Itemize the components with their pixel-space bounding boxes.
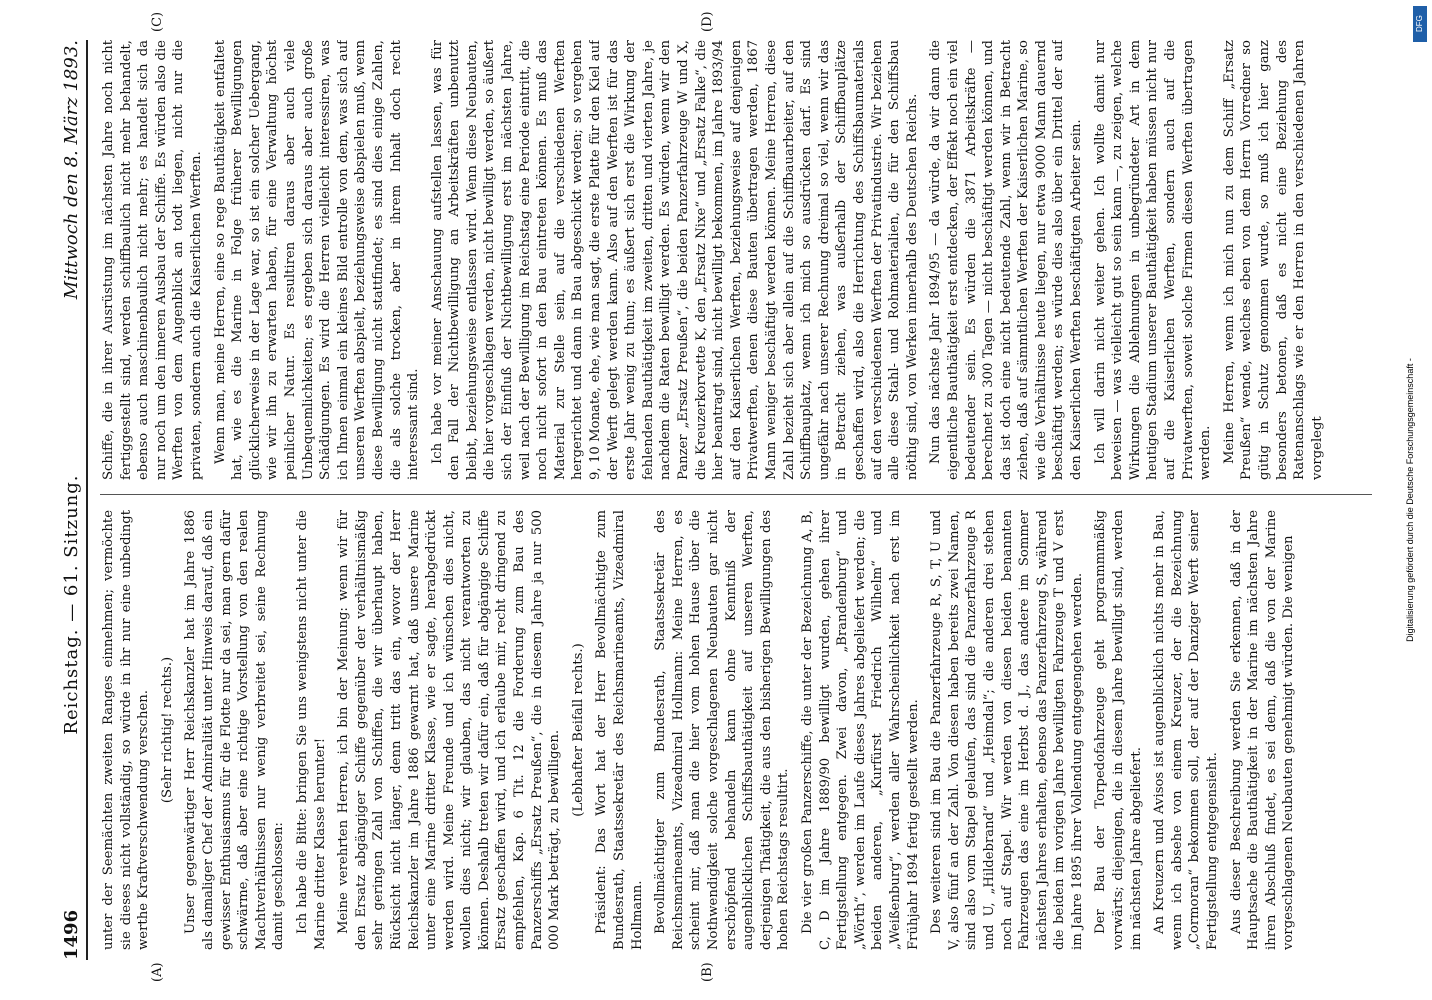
margin-marker-d: (D) <box>700 11 715 32</box>
paragraph: Aus dieser Beschreibung werden Sie erkennen, daß in der Hauptsache die Bauthätigkeit in der Marine im nächsten Jahre ihren Abschluß findet, es sei denn, daß die von der Marine vorgeschlagenen Neubauten genehmigt würden. Die wenigen <box>1228 510 1297 950</box>
paragraph: Die vier großen Panzerschiffe, die unter der Bezeichnung A, B, C, D im Jahre 1889/90 bewilligt wurden, gehen ihrer Fertigstellung entgegen. Zwei davon, „Brandenburg“ und „Wörth“, werden im Laufe dieses Jahres abgeliefert werden; die beiden anderen, „Kurfürst Friedrich Wilhelm“ und „Weißenburg“, werden aller Wahrscheinlichkeit nach erst im Frühjahr 1894 fertig gestellt werden. <box>799 510 921 950</box>
paragraph: Schiffe, die in ihrer Ausrüstung im nächsten Jahre noch nicht fertiggestellt sind, werden schiffbaulich nicht mehr behandelt, ebenso auch maschinenbaulich nicht mehr; es handelt sich da nur noch um den inneren Ausbau der Schiffe. Es würden also die Werften von dem Augenblick an todt liegen, nicht nur die privaten, sondern auch die Kaiserlichen Werften. <box>101 40 204 480</box>
column-divider <box>100 494 1372 495</box>
dfg-logo: DFG <box>1413 6 1427 42</box>
margin-marker-b: (B) <box>700 962 715 982</box>
section-title: Reichstag. — 61. Sitzung. <box>61 474 82 735</box>
paragraph: Der Bau der Torpedofahrzeuge geht programmmäßig vorwärts; diejenigen, die in diesem Jahre bewilligt sind, werden im nächsten Jahre abgeliefert. <box>1093 510 1144 950</box>
paragraph: Meine verehrten Herren, ich bin der Meinung: wenn wir für den Ersatz abgängiger Schiffe gegenüber der verhältnismäßig sehr geringen Zahl von Schiffen, die wir überhaupt haben, Rücksicht nicht länger, denn tritt das ein, wovor der Herr Reichskanzler im Jahre 1886 gewarnt hat, daß unsere Marine unter eine Marine dritter Klasse, wie er sagte, herabgedrückt werden wird. Meine Freunde und ich wünschen dies nicht, wollen dies nicht; wir glauben, das nicht verantworten zu können. Deshalb treten wir dafür ein, daß für abgängige Schiffe Ersatz geschaffen wird, und ich erlaube mir, recht dringend zu empfehlen, Kap. 6 Tit. 12 die Forderung zum Bau des Panzerschiffs „Ersatz Preußen“, die in diesem Jahre ja nur 500 000 Mark beträgt, zu bewilligen. <box>336 510 563 950</box>
paragraph: Nun das nächste Jahr 1894/95 — da würde, da wir dann die eigentliche Bauthätigkeit erst entdecken, der Effekt noch ein viel bedeutender sein. Es würden die 3871 Arbeitskräfte — berechnet zu 300 Tagen — nicht beschäftigt werden können, und das ist doch eine nicht bedeutende Zahl, wenn wir in Betracht ziehen, daß auf sämmtlichen Werften der Kaiserlichen Marine, so wie die Verhältnisse heute liegen, nur etwa 9000 Mann dauernd beschäftigt werden; es würde dies also über ein Drittel der auf den Kaiserlichen Werften beschäftigten Arbeiter sein. <box>928 40 1085 480</box>
paragraph: Wenn man, meine Herren, eine so rege Bauthätigkeit entfaltet hat, wie es die Marine in Folge früherer Bewilligungen glücklicherweise in der Lage war, so ist ein solcher Uebergang, wie wir ihn zu erwarten haben, für eine Verwaltung höchst peinlicher Natur. Es resultiren daraus aber auch viele Unbequemlichkeiten; es ergeben sich daraus aber auch große Schädigungen. Es wird die Herren vielleicht interessiren, was ich Ihnen einmal ein kleines Bild entrolle von dem, was sich auf unseren Werften abspielt, beziehungsweise abspielen muß, wenn diese Bewilligung nicht stattfindet; es sind dies einige Zahlen, die als solche trocken, aber in ihrem Inhalt doch recht interessant sind. <box>212 40 422 480</box>
paragraph: Ich habe vor meiner Anschauung aufstellen lassen, was für den Fall der Nichtbewilligung an Arbeitskräften unbenutzt bleibt, beziehungsweise entlassen wird. Wenn diese Neubauten, die hier vorgeschlagen werden, nicht bewilligt werden, so äußert sich der Einfluß der Nichtbewilligung erst im nächsten Jahre, weil nach der Bewilligung im Reichstag eine Periode eintritt, die noch nicht sofort in den Bau eintreten können. Es muß das Material zur Stelle sein, auf die verschiedenen Werften hergerichtet und dann in Bau abgeschickt werden; so vergehen 9, 10 Monate, ehe, wie man sagt, die erste Platte für den Kiel auf der Werft gelegt werden kann. Also auf den Werften ist für das erste Jahr wenig zu thun; es äußert sich erst die Wirkung der fehlenden Bauthätigkeit im zweiten, dritten und vierten Jahre, je nachdem die Raten bewilligt werden. Es würden, wenn wir den Panzer „Ersatz Preußen“, die beiden Panzerfahrzeuge W und X, die Kreuzerkorvette K, den „Ersatz Nixe“ und „Ersatz Falke“, die hier beantragt sind, nicht bewilligt bekommen, im Jahre 1893/94 auf den Kaiserlichen Werften, beziehungsweise auf denjenigen Privatwerften, denen diese Bauten übertragen werden, 1867 Mann weniger beschäftigt werden können. Meine Herren, diese Zahl bezieht sich aber allein auf die Schiffbauarbeiter, auf den Schiffbauplatz, wenn ich mich so ausdrücken darf. Es sind ungefähr nach unserer Rechnung dreimal so viel, wenn wir das in Betracht ziehen, was außerhalb der Schiffbauplätze geschaffen wird, also die Herrichtung des Schiffsbaumaterials auf den verschiedenen Werften der Privatindustrie. Wir beziehen alle diese Stahl- und Rohmaterialien, die für den Schiffsbau nöthig sind, von Werken innerhalb des Deutschen Reichs. <box>429 40 920 480</box>
paragraph: Bevollmächtigter zum Bundesrath, Staatssekretär des Reichsmarineamts, Vizeadmiral Hollmann: Meine Herren, es scheint mir, daß man die hier vom hohen Hause über die Nothwendigkeit solche vorgeschlagenen Neubauten gar nicht erschöpfend behandeln kann ohne Kenntniß der augenblicklichen Schiffsbauthätigkeit auf unseren Werften, derjenigen Thätigkeit, die aus den bisherigen Bewilligungen des hohen Reichstags resultirt. <box>653 510 792 950</box>
session-date: Mittwoch den 8. März 1893. <box>61 40 82 300</box>
paragraph: Des weiteren sind im Bau die Panzerfahrzeuge R, S, T, U und V, also fünf an der Zahl. Von diesen haben bereits zwei Namen, sind also vom Stapel gelaufen, das sind die Panzerfahrzeuge R und U, „Hildebrand“ und „Heimdal“; die anderen drei stehen noch auf Stapel. Wir werden von diesen beiden benannten Fahrzeugen das eine im Herbst d. J., das andere im Sommer nächsten Jahres erhalten, ebenso das Panzerfahrzeug S, während die beiden im vorigen Jahre bewilligten Fahrzeuge T und V erst im Jahre 1895 ihrer Vollendung entgegengehen werden. <box>929 510 1085 950</box>
interjection: (Sehr richtig! rechts.) <box>159 656 175 804</box>
digitization-credit: Digitalisierung gefördert durch die Deutsche Forschungsgemeinschaft - <box>1405 358 1415 642</box>
page-number: 1496 <box>61 909 82 960</box>
left-column <box>100 510 1372 950</box>
paragraph: Präsident: Das Wort hat der Herr Bevollmächtigte zum Bundesrath, Staatssekretär des Reichsmarineamts, Vizeadmiral Hollmann. <box>594 510 645 950</box>
paragraph: An Kreuzern und Avisos ist augenblicklich nichts mehr in Bau, wenn ich absehe von einem Kreuzer, der die Bezeichnung „Cormoran“ bekommen soll, der auf der Danziger Werft seiner Fertigstellung entgegensieht. <box>1152 510 1221 950</box>
interjection: (Lebhafter Beifall rechts.) <box>570 643 586 817</box>
paragraph: Unser gegenwärtiger Herr Reichskanzler hat im Jahre 1886 als damaliger Chef der Admiralität unter Hinweis darauf, daß ein gewisser Enthusiasmus für die Flotte nur da sei, man gern dafür schwärme, daß aber eine richtige Vorstellung von den realen Machtverhältnissen nur wenig verbreitet sei, seine Rechnung damit geschlossen: <box>183 510 287 950</box>
margin-marker-a: (A) <box>150 962 165 982</box>
margin-marker-c: (C) <box>150 11 165 32</box>
paragraph: Ich will darin nicht weiter gehen. Ich wollte damit nur beweisen — was vielleicht gut so sein kann —, zu zeigen, welche Wirkungen die Ablehnungen in unbegründeter Art in dem heutigen Stadium unserer Bauthätigkeit haben müssen nicht nur auf die Kaiserlichen Werften, sondern auch auf die Privatwerften, soweit solche Firmen diesen Werften übertragen werden. <box>1092 40 1214 480</box>
quotation: Ich habe die Bitte: bringen Sie uns wenigstens nicht unter die Marine dritter Klasse herunter! <box>294 510 328 950</box>
page-header <box>52 40 88 960</box>
right-column <box>100 40 1372 480</box>
paragraph: Meine Herren, wenn ich mich nun zu dem Schiff „Ersatz Preußen“ wende, welches eben von dem Herrn Vorredner so gütig in Schutz genommen wurde, so muß ich hier ganz besonders betonen, daß es nicht eine Beziehung des Ratenanschlags wie er den Herren in den verschiedenen Jahren vorgelegt <box>1221 40 1325 480</box>
paragraph: unter der Seemächten zweiten Ranges einnehmen; vermöchte sie dieses nicht vollständig, so würde in ihr nur eine unbedingt werthe Kraftverschwendung verschen. <box>101 510 152 950</box>
